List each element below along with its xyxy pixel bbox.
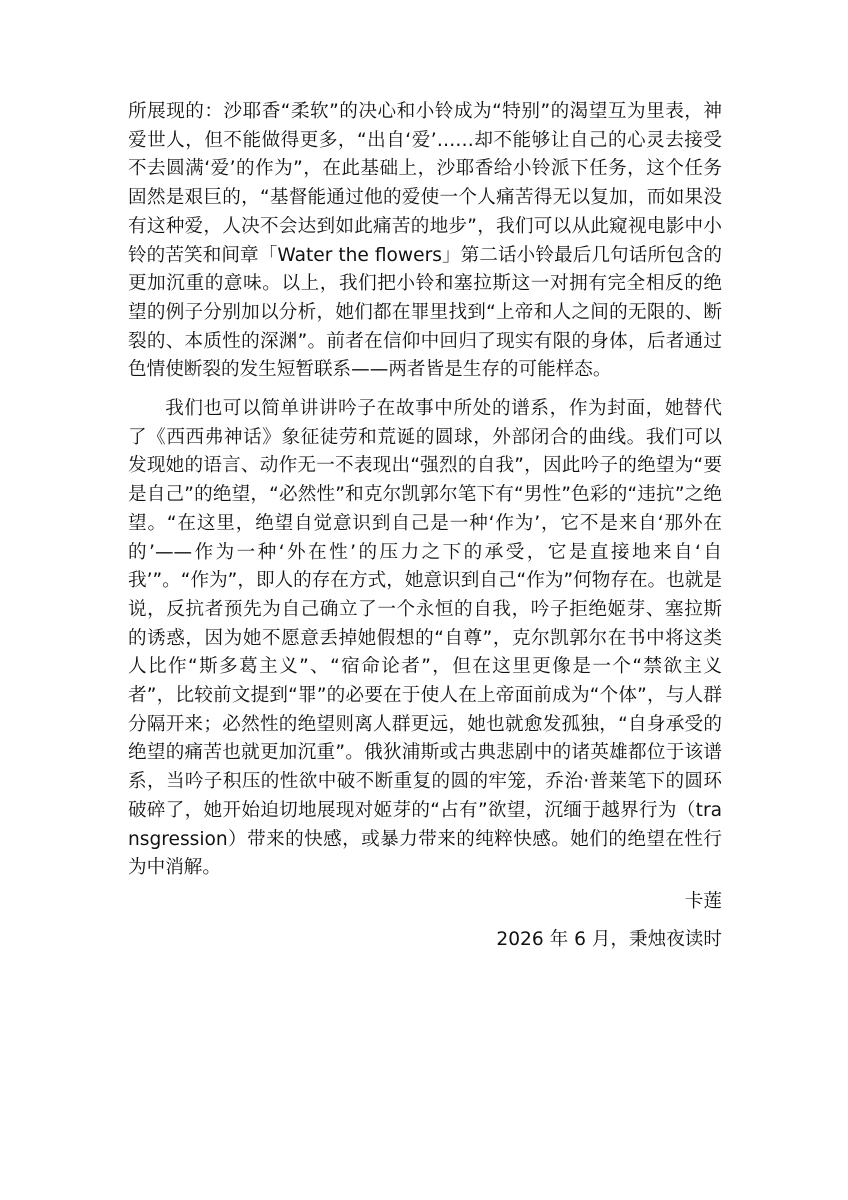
paragraph: 我们也可以简单讲讲吟子在故事中所处的谱系，作为封面，她替代了《西西弗神话》象征徒劳和荒诞的圆球，外部闭合的曲线。我们可以发现她的语言、动作无一不表现出“强烈的自我”，因此吟子的绝望为“要是自己”的绝望，“必然性”和克尔凯郭尔笔下有“男性”色彩的“违抗”之绝望。“在这里，绝望自觉意识到自己是一种‘作为’，它不是来自‘那外在的’——作为一种‘外在性’的压力之下的承受，它是直接地来自‘自我’”。“作为”，即人的存在方式，她意识到自己“作为”何物存在。也就是说，反抗者预先为自己确立了一个永恒的自我，吟子拒绝姬芽、塞拉斯的诱惑，因为她不愿意丢掉她假想的“自尊”，克尔凯郭尔在书中将这类人比作“斯多葛主义”、“宿命论者”，但在这里更像是一个“禁欲主义者”，比较前文提到“罪”的必要在于使人在上帝面前成为“个体”，与人群分隔开来；必然性的绝望则离人群更远，她也就愈发孤独，“自身承受的绝望的痛苦也就更加沉重”。俄狄浦斯或古典悲剧中的诸英雄都位于该谱系，当吟子积压的性欲中破不断重复的圆的牢笼，乔治·普莱笔下的圆环破碎了，她开始迫切地展现对姬芽的“占有”欲望，沉缅于越界行为（transgression）带来的快感，或暴力带来的纯粹快感。她们的绝望在性行为中消解。	[128, 398, 722, 879]
signature-date: 2026 年 6 月，秉烛夜读时	[496, 929, 722, 950]
document-body	[128, 98, 722, 893]
signature-name: 卡莲	[684, 891, 722, 912]
paragraph: 所展现的：沙耶香“柔软”的决心和小铃成为“特别”的渴望互为里表，神爱世人，但不能做得更多，“出自‘爱’……却不能够让自己的心灵去接受不去圆满‘爱’的作为”，在此基础上，沙耶香给小铃派下任务，这个任务固然是艰巨的，“基督能通过他的爱使一个人痛苦得无以复加，而如果没有这种爱，人决不会达到如此痛苦的地步”，我们可以从此窥视电影中小铃的苦笑和间章「Water the flowers」第二话小铃最后几句话所包含的更加沉重的意味。以上，我们把小铃和塞拉斯这一对拥有完全相反的绝望的例子分别加以分析，她们都在罪里找到“上帝和人之间的无限的、断裂的、本质性的深渊”。前者在信仰中回归了现实有限的身体，后者通过色情使断裂的发生短暂联系——两者皆是生存的可能样态。	[128, 101, 722, 381]
